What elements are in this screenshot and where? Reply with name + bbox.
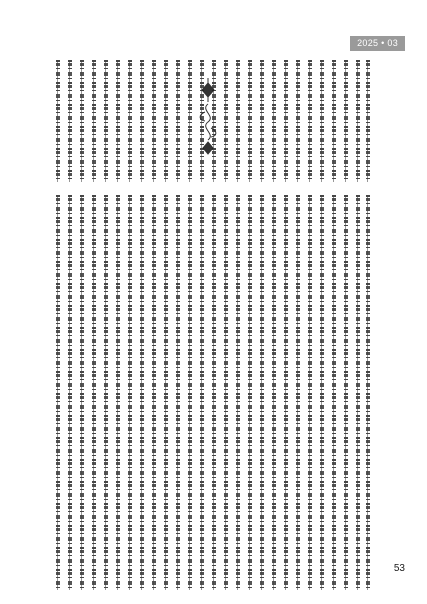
- page-number: 53: [393, 563, 405, 574]
- bottom-text-block: [56, 195, 370, 590]
- issue-label: 2025 • 03: [350, 36, 405, 51]
- top-text-block: [56, 60, 370, 182]
